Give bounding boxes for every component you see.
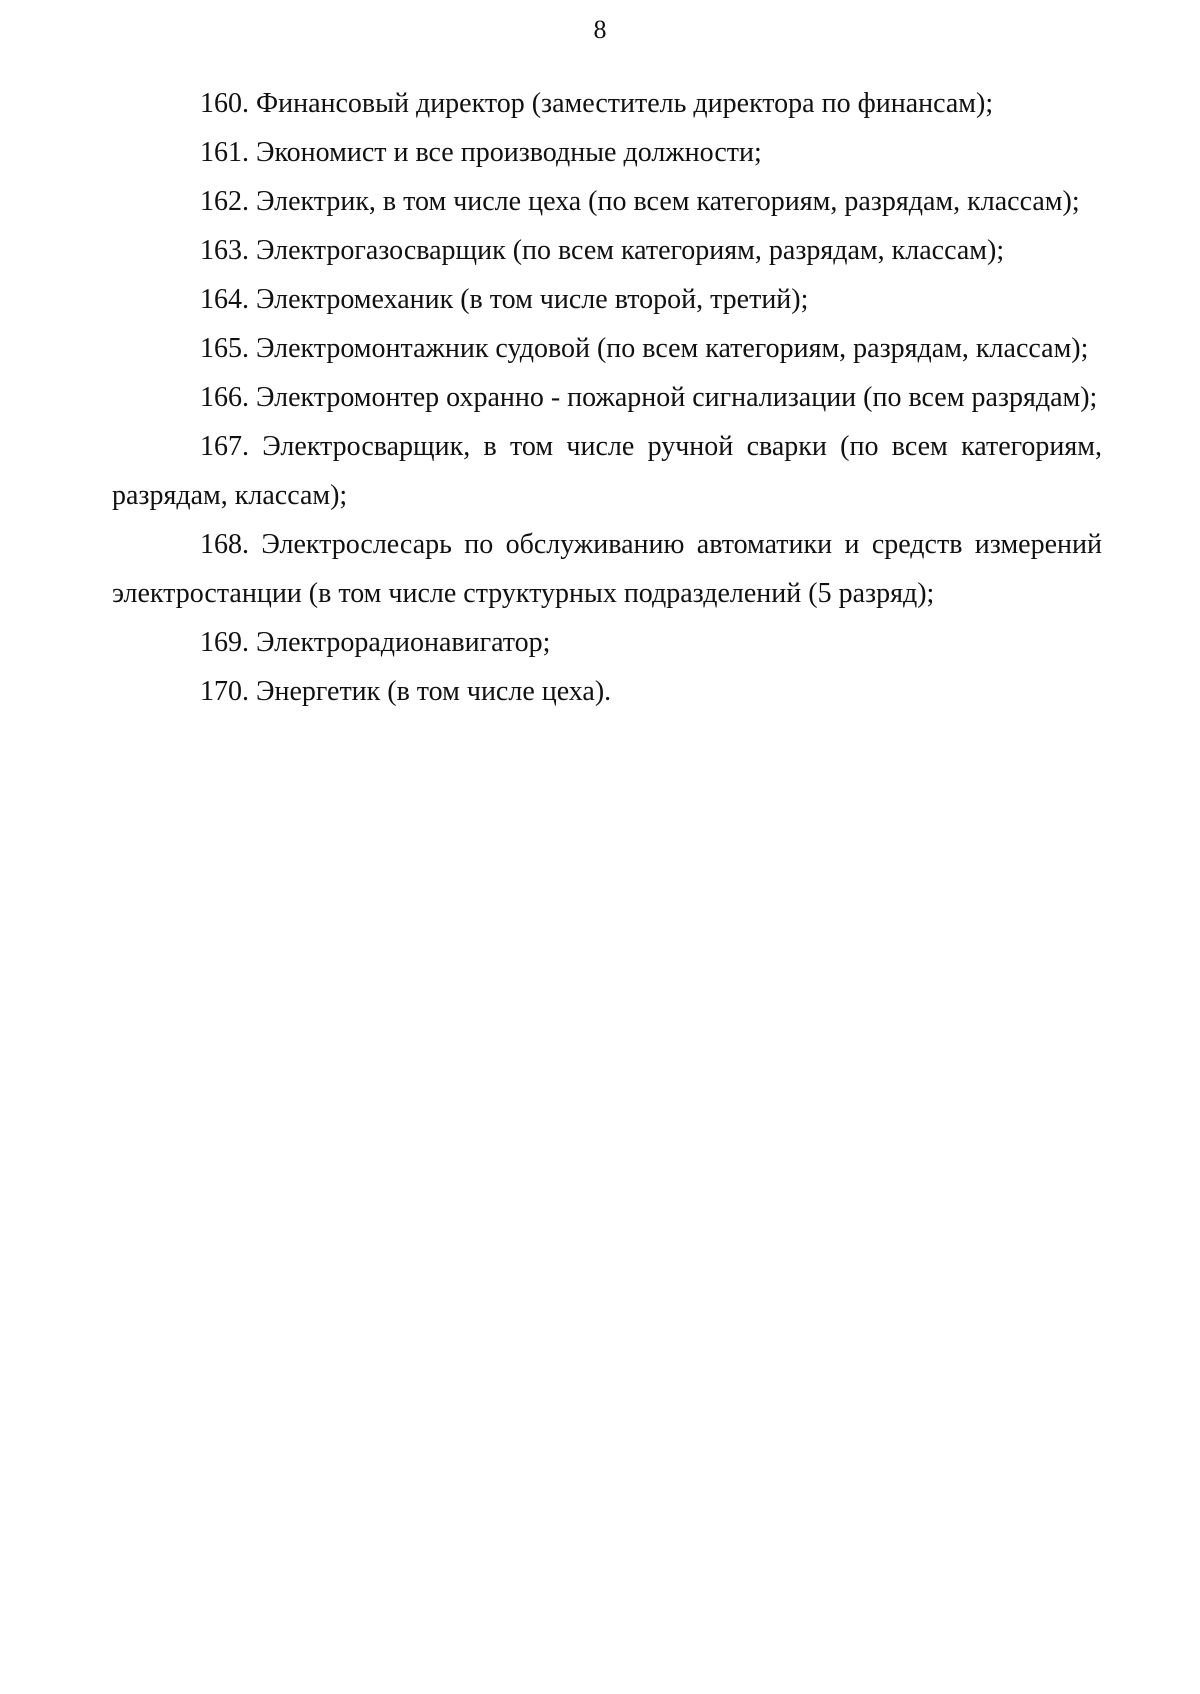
list-item-161: 161. Экономист и все производные должности; bbox=[200, 137, 762, 168]
list-item-170: 170. Энергетик (в том числе цеха). bbox=[200, 676, 612, 707]
list-item-167: 167. Электросварщик, в том числе ручной сварки (по всем категориям, разрядам, классам); bbox=[112, 431, 1102, 511]
list-item-163: 163. Электрогазосварщик (по всем категориям, разрядам, классам); bbox=[200, 235, 1005, 266]
list-item-162: 162. Электрик, в том числе цеха (по всем категориям, разрядам, классам); bbox=[200, 186, 1080, 217]
list-item-160: 160. Финансовый директор (заместитель директора по финансам); bbox=[200, 88, 994, 119]
list-item-164: 164. Электромеханик (в том числе второй, третий); bbox=[200, 284, 809, 315]
list-item-166: 166. Электромонтер охранно - пожарной сигнализации (по всем разрядам); bbox=[200, 382, 1098, 413]
list-item-169: 169. Электрорадионавигатор; bbox=[200, 627, 551, 658]
position-list bbox=[112, 79, 1102, 716]
page-number: 8 bbox=[593, 15, 607, 44]
list-item-168: 168. Электрослесарь по обслуживанию автоматики и средств измерений электростанции (в том числе структурных подразделений (5 разряд); bbox=[112, 529, 1102, 609]
list-item-165: 165. Электромонтажник судовой (по всем категориям, разрядам, классам); bbox=[200, 333, 1089, 364]
